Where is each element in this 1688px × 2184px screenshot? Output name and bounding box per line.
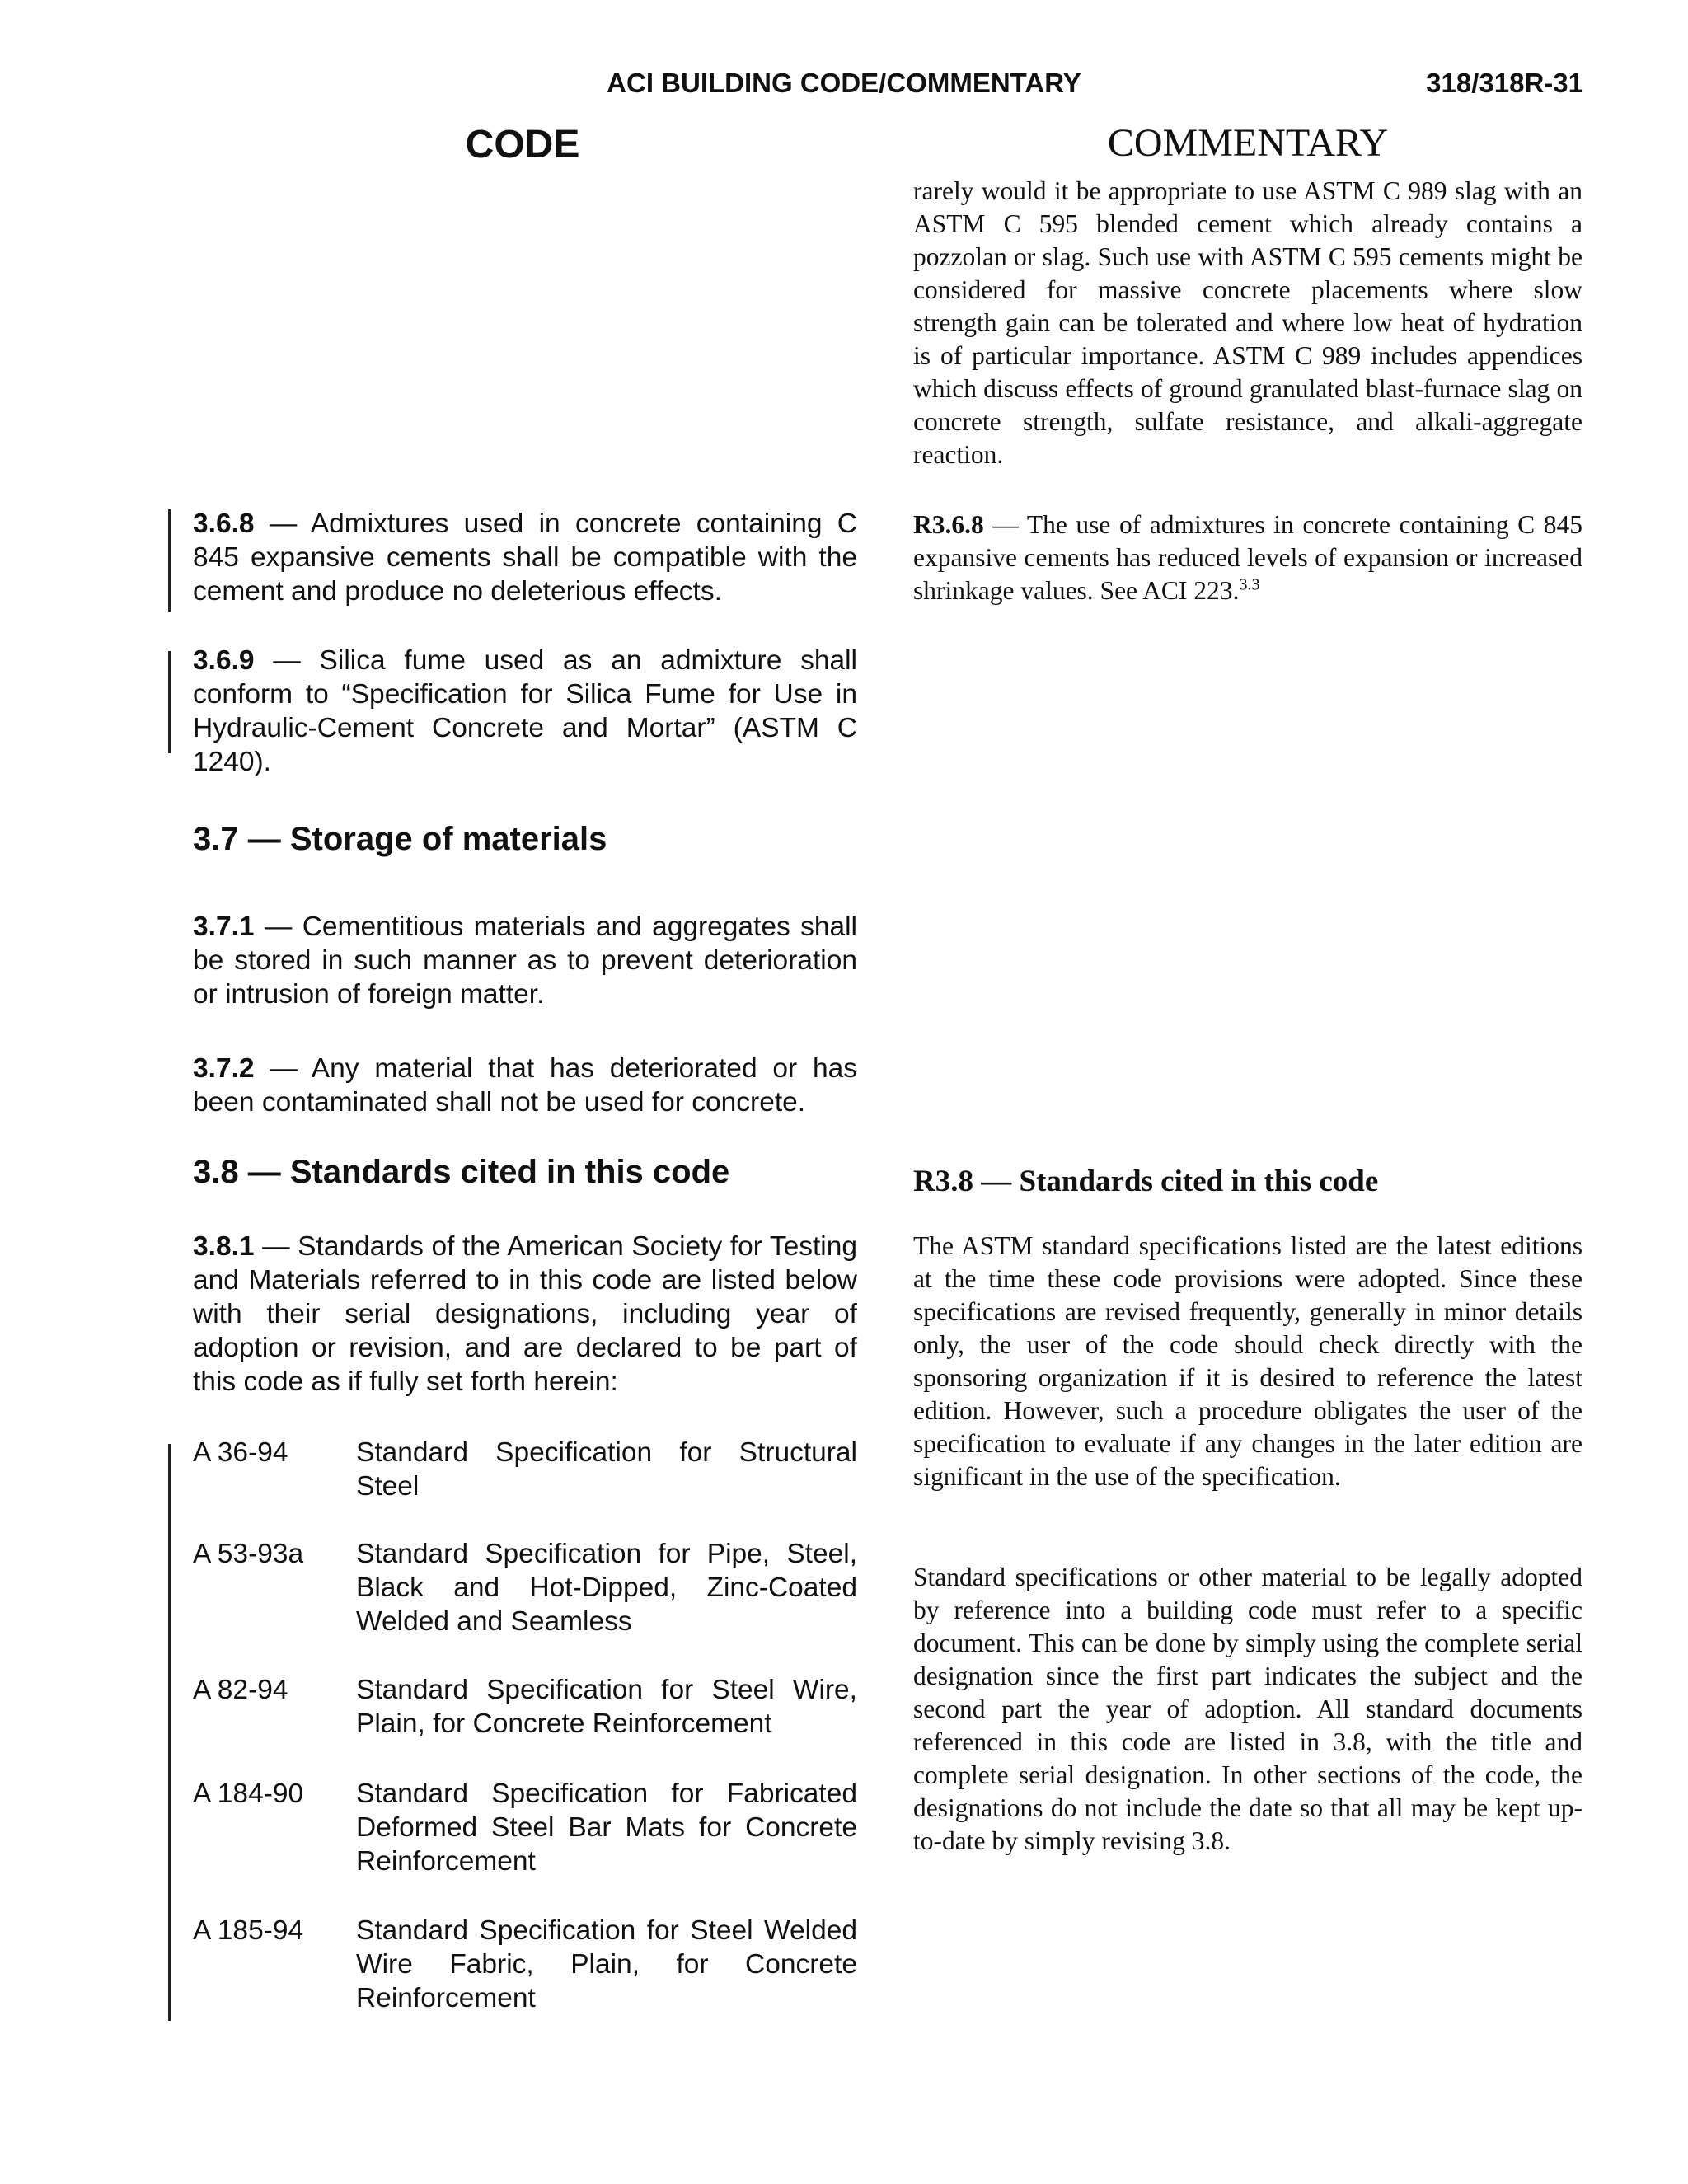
page-number: 318/318R-31 (1426, 68, 1583, 98)
standard-title: Standard Specification for Structural Steel (356, 1437, 857, 1502)
commentary-column-title: COMMENTARY (1107, 121, 1389, 165)
code-3-6-8-number: 3.6.8 (193, 509, 255, 539)
revision-bar (168, 509, 171, 612)
standard-title: Standard Specification for Steel Welded Wire Fabric, Plain, for Concrete Reinforcement (356, 1915, 857, 2013)
running-title: ACI BUILDING CODE/COMMENTARY (607, 68, 1081, 98)
code-3-8-1 (193, 1230, 857, 1399)
revision-bar (168, 651, 171, 753)
standard-id: A 53-93a (193, 1539, 304, 1569)
code-3-7-1-text: — Cementitious materials and aggregates shall be stored in such manner as to prevent deterioration or intrusion of foreign matter. (193, 912, 857, 1010)
code-3-6-9 (193, 644, 857, 779)
standard-title: Standard Specification for Fabricated Deformed Steel Bar Mats for Concrete Reinforcement (356, 1779, 857, 1877)
code-3-8-1-number: 3.8.1 (193, 1231, 255, 1262)
code-3-7-1-number: 3.7.1 (193, 912, 255, 942)
commentary-r3-8-paragraph-2: Standard specifications or other material to be legally adopted by reference into a building code must refer to a specific document. This can be done by simply using the complete serial designation since the first part indicates the subject and the second part the year of adoption. All standard documents referenced in this code are listed in 3.8, with the title and complete serial designation. In other sections of the code, the designations do not include the date so that all may be kept up-to-date by simply revising 3.8. (913, 1563, 1582, 1855)
code-3-6-9-number: 3.6.9 (193, 645, 255, 676)
commentary-r3-8-paragraph-1: The ASTM standard specifications listed are the latest editions at the time these code provisions were adopted. Since these specifications are revised frequently, generally in minor details only, the user of the code should check directly with the sponsoring organization if it is desired to reference the latest edition. However, such a procedure obligates the user of the specification to evaluate if any changes in the later edition are significant in the use of the specification. (913, 1231, 1582, 1491)
code-3-7-2-number: 3.7.2 (193, 1053, 255, 1084)
code-3-7-2-text: — Any material that has deteriorated or has been contaminated shall not be used for concrete. (193, 1053, 857, 1118)
code-3-7-2 (193, 1052, 857, 1119)
code-3-6-8 (193, 507, 857, 608)
code-3-8-1-text: — Standards of the American Society for Testing and Materials referred to in this code are listed below with their serial designations, including year of adoption or revision, and are declared to be part of this code as if fully set forth herein: (193, 1231, 857, 1397)
commentary-r3-6-8-text: — The use of admixtures in concrete containing C 845 expansive cements has reduced levels of expansion or increased shrinkage values. See ACI 223. (913, 510, 1582, 605)
standard-id: A 185-94 (193, 1915, 304, 1946)
commentary-r3-6-8 (913, 509, 1582, 607)
commentary-r3-8-heading: R3.8 — Standards cited in this code (913, 1165, 1379, 1198)
commentary-slag-paragraph: rarely would it be appropriate to use ASTM C 989 slag with an ASTM C 595 blended cement which already contains a pozzolan or slag. Such use with ASTM C 595 cements might be considered for massive concrete placements where slow strength gain can be tolerated and where low heat of hydration is of particular importance. ASTM C 989 includes appendices which discuss effects of ground granulated blast-furnace slag on concrete strength, sulfate resistance, and alkali-aggregate reaction. (913, 176, 1582, 469)
standard-id: A 36-94 (193, 1437, 288, 1468)
section-3-7-heading: 3.7 — Storage of materials (193, 821, 607, 857)
code-3-6-9-text: — Silica fume used as an admixture shall conform to “Specification for Silica Fume for Use in Hydraulic-Cement Concrete and Mortar” (ASTM C 1240). (193, 645, 857, 777)
standard-id: A 82-94 (193, 1675, 288, 1705)
standard-title: Standard Specification for Pipe, Steel, Black and Hot-Dipped, Zinc-Coated Welded and Seamless (356, 1539, 857, 1637)
reference-superscript: 3.3 (1239, 575, 1260, 594)
standard-title: Standard Specification for Steel Wire, Plain, for Concrete Reinforcement (356, 1675, 857, 1739)
revision-bar (168, 1444, 171, 2021)
code-3-6-8-text: — Admixtures used in concrete containing C 845 expansive cements shall be compatible with the cement and produce no deleterious effects. (193, 509, 857, 607)
code-3-7-1 (193, 910, 857, 1011)
commentary-r3-6-8-number: R3.6.8 (913, 510, 984, 539)
section-3-8-heading: 3.8 — Standards cited in this code (193, 1154, 730, 1190)
standard-id: A 184-90 (193, 1779, 304, 1809)
code-column-title: CODE (465, 123, 580, 166)
